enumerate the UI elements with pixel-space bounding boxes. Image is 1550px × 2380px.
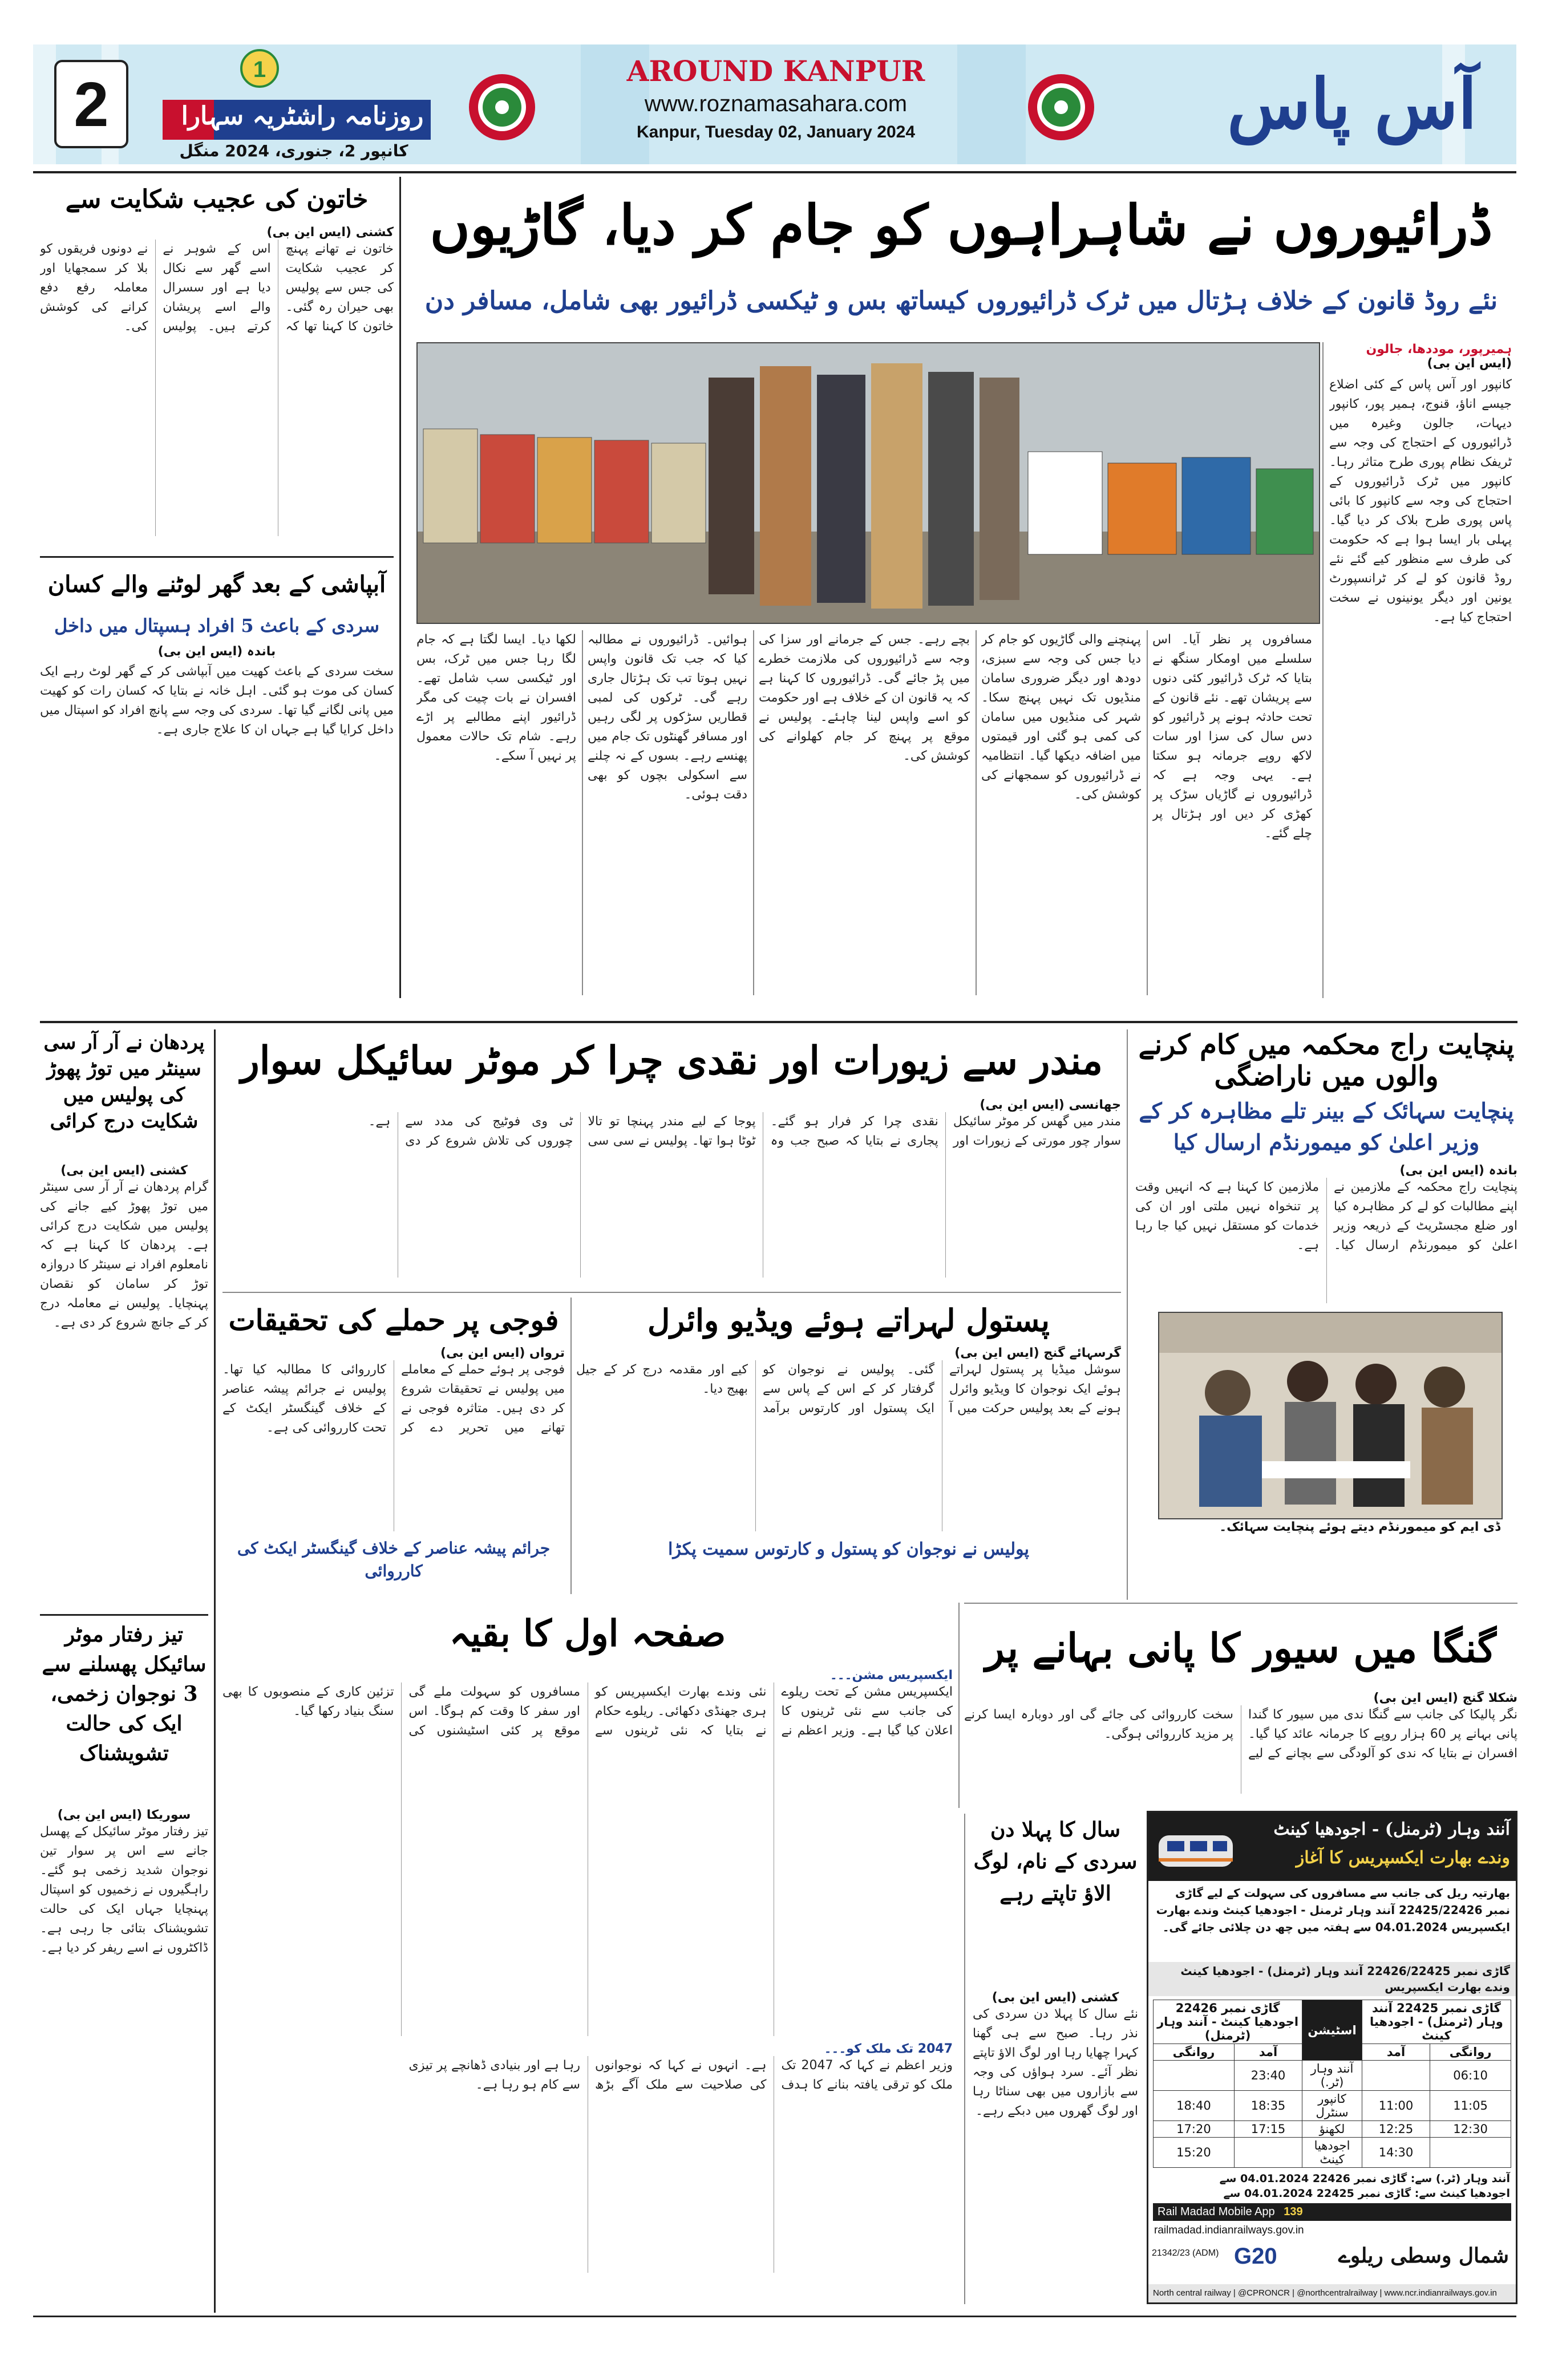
army-attack-body: فوجی پر ہوئے حملے کے معاملے میں پولیس نے تحقیقات شروع کر دی ہیں۔ متاثرہ فوجی نے تھانے میں تحریر دے کر کارروائی کا مطالبہ کیا تھا۔ پولیس نے جرائم پیشہ عناصر کے خلاف گینگسٹر ایکٹ کے تحت کارروائی کی ہے۔	[222, 1363, 565, 1435]
pradhan-body: گرام پردھان نے آر آر سی سینٹر میں توڑ پھوڑ کیے جانے کی پولیس میں شکایت درج کرائی ہے۔ پردھان کا کہنا ہے کہ نامعلوم افراد نے سینٹر کا دروازہ توڑ کر سامان کو نقصان پہنچایا۔ پولیس نے معاملہ درج کر کے جانچ شروع کر دی ہے۔	[40, 1180, 208, 1330]
section-title-urdu: آس پاس	[1227, 64, 1478, 144]
railway-ad-banner	[1148, 1813, 1516, 1881]
temple-theft-byline: جھانسی (ایس این بی)	[980, 1098, 1121, 1112]
pistol-video-byline: گرسہائے گنج (ایس این بی)	[954, 1346, 1121, 1360]
ad-code: 21342/23 (ADM)	[1152, 2248, 1219, 2258]
cold-wave-body: نئے سال کا پہلا دن سردی کی نذر رہا۔ صبح سے ہی گھنا کہرا چھایا رہا اور لوگ الاؤ تاپتے نظر آئے۔ سرد ہواؤں کی وجہ سے بازاروں میں بھی سناٹا رہا اور لوگ گھروں میں دبکے رہے۔	[973, 2007, 1138, 2118]
timetable-station-col: اسٹیشن	[1302, 2000, 1362, 2061]
timetable-cell	[1154, 2061, 1235, 2091]
masthead-name: روزنامہ راشٹریہ سہارا	[181, 102, 424, 131]
page-bottom-rule	[33, 2316, 1516, 2317]
army-attack-story	[222, 1346, 565, 1597]
timetable-table	[1153, 2000, 1511, 2168]
bike-accident-body: تیز رفتار موٹر سائیکل کے پھسل جانے سے اس پر سوار تین نوجوان شدید زخمی ہو گئے۔ راہگیروں نے زخمیوں کو اسپتال پہنچایا جہاں ایک کی حالت تشویشناک بتائی جا رہی ہے۔ ڈاکٹروں نے اسے ریفر کر دیا ہے۔	[40, 1824, 208, 1955]
timetable-cell: 12:25	[1362, 2121, 1430, 2138]
army-attack-headline: فوجی پر حملے کی تحقیقات	[228, 1303, 559, 1337]
column-divider	[964, 1814, 965, 2304]
continued-headline: صفحہ اول کا بقیہ	[449, 1612, 726, 1655]
pradhan-headline: پردھان نے آر آر سی سینٹر میں توڑ پھوڑ کی پولیس میں شکایت درج کرائی	[43, 1031, 205, 1133]
temple-theft-headline: مندر سے زیورات اور نقدی چرا کر موٹر سائیکل سوار	[240, 1038, 1103, 1084]
panchayat-byline: باندہ (ایس این بی)	[1399, 1163, 1517, 1178]
farmer-cold-story	[40, 644, 394, 995]
header-rule	[33, 171, 1516, 173]
ganga-fine-headline: گنگا میں سیور کا پانی بہانے پر	[985, 1624, 1497, 1672]
timetable-station: آنند وہار (ٹر.)	[1302, 2061, 1362, 2091]
army-attack-byline: ترواں (ایس این بی)	[440, 1346, 565, 1360]
section-title-english: AROUND KANPUR	[626, 54, 925, 88]
column-divider	[582, 630, 583, 995]
timetable-cell	[1430, 2138, 1511, 2168]
cold-wave-byline: کشنی (ایس این بی)	[991, 1990, 1119, 2005]
column-divider	[753, 630, 754, 995]
railway-ad-website[interactable]: railmadad.indianrailways.gov.in	[1154, 2224, 1304, 2236]
timetable-cell: 15:20	[1154, 2138, 1235, 2168]
continued-body-2: وزیر اعظم نے کہا کہ 2047 تک ملک کو ترقی یافتہ بنانے کا ہدف ہے۔ انہوں نے کہا کہ نوجوانوں کی صلاحیت سے ملک آگے بڑھ رہا ہے اور بنیادی ڈھانچے پر تیزی سے کام ہو رہا ہے۔	[408, 2058, 953, 2092]
railway-ad-footer-2: اجودھیا کینٹ سے: گاڑی نمبر 22425 04.01.2024 سے	[1223, 2187, 1510, 2200]
dateline-english: Kanpur, Tuesday 02, January 2024	[636, 123, 915, 141]
memorandum-photo	[1159, 1313, 1502, 1518]
panchayat-headline: پنچایت راج محکمہ میں کام کرنے والوں میں ناراضگی	[1138, 1029, 1515, 1092]
woman-complaint-story	[40, 225, 394, 550]
table-row	[1154, 2121, 1511, 2138]
farmer-cold-subheadline: سردی کے باعث 5 افراد ہسپتال میں داخل	[54, 615, 380, 636]
lead-column-1	[1329, 342, 1512, 998]
column-divider	[1147, 630, 1148, 995]
timetable-cell: 06:10	[1430, 2061, 1511, 2091]
timetable-col-arr: آمد	[1362, 2044, 1430, 2061]
bike-accident-story	[40, 1808, 208, 2293]
timetable-cell: 11:00	[1362, 2091, 1430, 2121]
timetable-col-arr: آمد	[1234, 2044, 1302, 2061]
railway-ad-social: North central railway | @CPRONCR | @northcentralrailway | www.ncr.indianrailways.gov.in	[1148, 2284, 1517, 2302]
timetable-station: کانپور سنٹرل	[1302, 2091, 1362, 2121]
section-rule	[40, 556, 394, 558]
railway-ad-brand	[1148, 2240, 1516, 2280]
continued-label-2: 2047 تک ملک کو۔۔۔	[824, 2042, 953, 2056]
pistol-video-headline: پستول لہراتے ہوئے ویڈیو وائرل	[647, 1302, 1050, 1339]
wheel-emblem-right	[1021, 67, 1101, 147]
woman-complaint-byline: کشنی (ایس این بی)	[266, 225, 394, 240]
bike-accident-headline: تیز رفتار موٹر سائیکل پھسلنے سے 3 نوجوان زخمی، ایک کی حالت تشویشناک	[42, 1623, 207, 1765]
lead-body-2: مسافروں پر نظر آیا۔ اس سلسلے میں اومکار سنگھ نے بتایا کہ ٹرک ڈرائیور کئی دنوں سے پریشان تھے۔ نئے قانون کے تحت حادثہ ہونے پر ڈرائیور کو دس سال کی سزا اور سات لاکھ روپے جرمانہ ہو سکتا ہے۔ یہی وجہ ہے کہ ڈرائیوروں نے گاڑیاں سڑک پر کھڑی کر دیں اور ہڑتال پر چلے گئے۔	[1152, 632, 1312, 841]
timetable-station: اجودھیا کینٹ	[1302, 2138, 1362, 2168]
timetable-head-left: گاڑی نمبر 22426 اجودھیا کینٹ - آنند وہار (ٹرمنل)	[1154, 2000, 1302, 2044]
header-center	[593, 54, 958, 163]
masthead-date: کانپور 2، جنوری، 2024 منگل	[179, 141, 408, 160]
panchayat-photo	[1158, 1312, 1503, 1519]
section-rule	[964, 1603, 1517, 1604]
lead-agency: (ایس این بی)	[1427, 356, 1512, 371]
page-number-badge	[54, 60, 128, 148]
timetable-cell: 17:15	[1234, 2121, 1302, 2138]
column-divider	[214, 1029, 216, 2313]
woman-complaint-headline: خاتون کی عجیب شکایت سے	[65, 185, 369, 214]
section-rule	[40, 1021, 1517, 1023]
pradhan-story	[40, 1163, 208, 1608]
lead-body-5: ہوائیں۔ ڈرائیوروں نے مطالبہ کیا کہ جب تک قانون واپس نہیں ہوتا تب تک ہڑتال جاری رہے گی۔ ٹرکوں کی لمبی قطاریں سڑکوں پر لگی رہیں اور مسافر گھنٹوں تک جام میں پھنسے رہے۔ بسوں کے نہ چلنے سے اسکولی بچوں کو بھی دقت ہوئی۔	[588, 632, 747, 802]
railway-ad-body: بھارتیہ ریل کی جانب سے مسافروں کی سہولت کے لیے گاڑی نمبر 22425/22426 آنند وہار ٹرمنل - اجودھیا کینٹ وندے بھارت ایکسپریس 04.01.2024 سے ہفتہ میں چھ دن چلائی جائے گی۔	[1156, 1886, 1510, 1934]
column-divider	[570, 1298, 572, 1594]
timetable-cell: 17:20	[1154, 2121, 1235, 2138]
army-attack-subheadline: جرائم پیشہ عناصر کے خلاف گینگسٹر ایکٹ کی کارروائی	[237, 1539, 551, 1580]
continued-label-1: ایکسپریس مشن۔۔۔	[829, 1668, 953, 1682]
g20-logo: G20	[1234, 2244, 1277, 2269]
railway-zone: شمال وسطی ریلوے	[1338, 2244, 1509, 2268]
left-section-divider	[399, 177, 401, 998]
sun-wheel-icon	[1021, 67, 1101, 147]
pistol-video-story	[576, 1346, 1121, 1597]
farmer-cold-body: سخت سردی کے باعث کھیت میں آبپاشی کر کے گھر لوٹ رہے ایک کسان کی موت ہو گئی۔ اہل خانہ نے بتایا کہ کسان رات کو کھیت میں پانی لگانے گیا تھا۔ سردی کی وجہ سے پانچ افراد کو اسپتال میں داخل کرایا گیا ہے جہاں ان کا علاج جاری ہے۔	[40, 664, 394, 737]
lead-dateline: ہمیرپور، موددھا، جالون	[1366, 342, 1512, 356]
column-divider	[958, 1603, 960, 1808]
temple-theft-body: مندر میں گھس کر موٹر سائیکل سوار چور مورتی کے زیورات اور نقدی چرا کر فرار ہو گئے۔ پجاری نے بتایا کہ صبح جب وہ پوجا کے لیے مندر پہنچا تو تالا ٹوٹا ہوا تھا۔ پولیس نے سی سی ٹی وی فوٹیج کی مدد سے چوروں کی تلاش شروع کر دی ہے۔	[368, 1114, 1121, 1148]
timetable-head-right: گاڑی نمبر 22425 آنند وہار (ٹرمنل) - اجودھیا کینٹ	[1362, 2000, 1511, 2044]
railway-ad-helpline	[1153, 2203, 1511, 2221]
lead-body-6: لکھا دیا۔ ایسا لگتا ہے کہ جام لگا رہا جس میں ٹرک، بس اور ٹیکسی سب شامل تھے۔ افسران نے بات چیت کی مگر ڈرائیور اپنے مطالبے پر اڑے رہے۔ شام تک حالات معمول پر نہیں آ سکے۔	[416, 632, 576, 763]
railway-ad-title-1: آنند وہار (ٹرمنل) - اجودھیا کینٹ	[1273, 1819, 1510, 1839]
svg-text:1: 1	[253, 57, 266, 82]
column-divider	[1127, 1029, 1128, 1600]
timetable-cell: 23:40	[1234, 2061, 1302, 2091]
timetable-col-dep: روانگی	[1430, 2044, 1511, 2061]
woman-complaint-body: خاتون نے تھانے پہنچ کر عجیب شکایت کی جس سے پولیس بھی حیران رہ گئی۔ خاتون کا کہنا تھا کہ اس کے شوہر نے اسے گھر سے نکال دیا ہے اور سسرال والے اسے پریشان کرتے ہیں۔ پولیس نے دونوں فریقوں کو بلا کر سمجھایا اور معاملہ رفع دفع کرانے کی کوشش کی۔	[40, 242, 394, 334]
wheel-emblem-left	[462, 67, 542, 147]
table-row	[1154, 2061, 1511, 2091]
pistol-video-subheadline: پولیس نے نوجوان کو پستول و کارتوس سمیت پکڑا	[668, 1539, 1029, 1559]
helpline-number: 139	[1284, 2205, 1303, 2218]
railway-ad	[1147, 1811, 1517, 2304]
timetable-station: لکھنؤ	[1302, 2121, 1362, 2138]
railway-ad-footer-1: آنند وہار (ٹر.) سے: گاڑی نمبر 22426 04.01.2024 سے	[1219, 2172, 1510, 2185]
timetable-cell: 11:05	[1430, 2091, 1511, 2121]
timetable-cell: 18:40	[1154, 2091, 1235, 2121]
table-row	[1154, 2091, 1511, 2121]
farmer-cold-byline: باندہ (ایس این بی)	[157, 644, 276, 659]
masthead-logo	[145, 46, 442, 163]
cold-wave-headline: سال کا پہلا دن سردی کے نام، لوگ الاؤ تاپتے رہے	[973, 1818, 1138, 1905]
pradhan-byline: کشنی (ایس این بی)	[60, 1163, 188, 1178]
website-url: www.roznamasahara.com	[644, 91, 908, 116]
timetable-cell: 14:30	[1362, 2138, 1430, 2168]
table-row	[1154, 2138, 1511, 2168]
lead-body-3: پہنچنے والی گاڑیوں کو جام کر دیا جس کی وجہ سے سبزی، دودھ اور دیگر ضروری سامان منڈیوں تک نہیں پہنچ سکا۔ شہر کی منڈیوں میں سامان کی کمی ہو گئی اور قیمتوں میں اضافہ دیکھا گیا۔ انتظامیہ نے ڈرائیوروں کو سمجھانے کی کوشش کی۔	[981, 632, 1141, 802]
lead-headline: ڈرائیوروں نے شاہراہوں کو جام کر دیا، گاڑیوں	[430, 193, 1493, 257]
panchayat-story	[1135, 1163, 1517, 1312]
railway-ad-title-2: وندے بھارت ایکسپریس کا آغاز	[1296, 1848, 1510, 1868]
ganga-fine-byline: شکلا گنج (ایس این بی)	[1373, 1691, 1517, 1705]
helpline-label: Rail Madad Mobile App	[1158, 2205, 1275, 2218]
section-rule	[222, 1292, 1121, 1293]
page-number: 2	[74, 70, 109, 140]
temple-theft-story	[222, 1098, 1121, 1286]
panchayat-body: پنچایت راج محکمہ کے ملازمین نے اپنے مطالبات کو لے کر مظاہرہ کیا اور ضلع مجسٹریٹ کے ذریعہ وزیر اعلیٰ کو میمورنڈم ارسال کیا۔ ملازمین کا کہنا ہے کہ انہیں وقت پر تنخواہ نہیں ملتی اور ان کی خدمات کو مستقل نہیں کیا جا رہا ہے۔	[1135, 1180, 1517, 1252]
panchayat-subheadline: پنچایت سہائک کے بینر تلے مظاہرہ کر کے وزیر اعلیٰ کو میمورنڈم ارسال کیا	[1139, 1098, 1514, 1155]
ganga-fine-body: نگر پالیکا کی جانب سے گنگا ندی میں سیور کا گندا پانی بہانے پر 60 ہزار روپے کا جرمانہ عائد کیا گیا۔ افسران نے بتایا کہ ندی کو آلودگی سے بچانے کے لیے سخت کارروائی کی جائے گی اور دوبارہ ایسا کرنے پر مزید کارروائی ہوگی۔	[964, 1708, 1517, 1761]
timetable-cell	[1234, 2138, 1302, 2168]
lead-body-1: کانپور اور آس پاس کے کئی اضلاع جیسے اناؤ، قنوج، ہمیر پور، کانپور دیہات، جالون وغیرہ میں ڈرائیوروں کے احتجاج کی وجہ سے ٹریفک نظام پوری طرح متاثر رہا۔ کانپور میں ٹرک ڈرائیوروں کے احتجاج کی وجہ سے کانپور کا بائی پاس پوری طرح بلاک کر دیا گیا۔ پہلی بار ایسا ہوا ہے کہ حکومت کی طرف سے منظور کیے گئے نئے روڈ قانون کو لے کر ٹرانسپورٹ یونین اور دیگر یونینوں نے سخت احتجاج کیا ہے۔	[1329, 378, 1512, 625]
panchayat-caption: ڈی ایم کو میمورنڈم دیتے ہوئے پنچایت سہائک۔	[1219, 1520, 1500, 1534]
lead-column-divider	[1322, 342, 1324, 998]
continued-body-1: ایکسپریس مشن کے تحت ریلوے کی جانب سے نئی ٹرینوں کا اعلان کیا گیا ہے۔ وزیر اعظم نے نئی وندے بھارت ایکسپریس کو ہری جھنڈی دکھائی۔ ریلوے حکام نے بتایا کہ نئی ٹرینوں سے مسافروں کو سہولت ملے گی اور سفر کا وقت کم ہوگا۔ اس موقع پر کئی اسٹیشنوں کی تزئین کاری کے منصوبوں کا بھی سنگ بنیاد رکھا گیا۔	[222, 1685, 953, 1738]
timetable-cell: 18:35	[1234, 2091, 1302, 2121]
timetable-cell: 12:30	[1430, 2121, 1511, 2138]
railway-timetable	[1148, 1996, 1516, 2171]
timetable-cell	[1362, 2061, 1430, 2091]
train-icon	[1153, 1813, 1239, 1881]
lead-photo	[416, 342, 1320, 624]
truck-protest-photo	[418, 343, 1319, 623]
ganga-fine-story	[964, 1691, 1517, 1799]
railway-ad-train-line: گاڑی نمبر 22426/22425 آنند وہار (ٹرمنل) - اجودھیا کینٹ وندے بھارت ایکسپریس	[1148, 1962, 1516, 1996]
pistol-video-body: سوشل میڈیا پر پستول لہراتے ہوئے ایک نوجوان کا ویڈیو وائرل ہونے کے بعد پولیس حرکت میں آ گئی۔ پولیس نے نوجوان کو گرفتار کر کے اس کے پاس سے ایک پستول اور کارتوس برآمد کیے اور مقدمہ درج کر کے جیل بھیج دیا۔	[576, 1363, 1121, 1416]
column-divider	[976, 630, 977, 995]
lead-subheadline: نئے روڈ قانون کے خلاف ہڑتال میں ٹرک ڈرائیوروں کیساتھ بس و ٹیکسی ڈرائیور بھی شامل، مسافر دن	[424, 286, 1498, 315]
sun-wheel-icon	[462, 67, 542, 147]
bike-accident-byline: سوریکا (ایس این بی)	[57, 1808, 191, 1822]
timetable-col-dep: روانگی	[1154, 2044, 1235, 2061]
section-rule	[40, 1614, 208, 1616]
continued-story	[222, 1668, 953, 2301]
cold-wave-story	[973, 1990, 1138, 2301]
farmer-cold-headline: آبپاشی کے بعد گھر لوٹنے والے کسان	[47, 571, 386, 598]
lead-body-4: بچے رہے۔ جس کے جرمانے اور سزا کی وجہ سے ڈرائیوروں کی ملازمت خطرے میں پڑ جائے گی۔ ڈرائیوروں کا کہنا ہے کہ یہ قانون ان کے خلاف ہے اور حکومت کو اسے واپس لینا چاہئے۔ پولیس نے موقع پر پہنچ کر جام کھلوانے کی کوشش کی۔	[759, 632, 970, 763]
